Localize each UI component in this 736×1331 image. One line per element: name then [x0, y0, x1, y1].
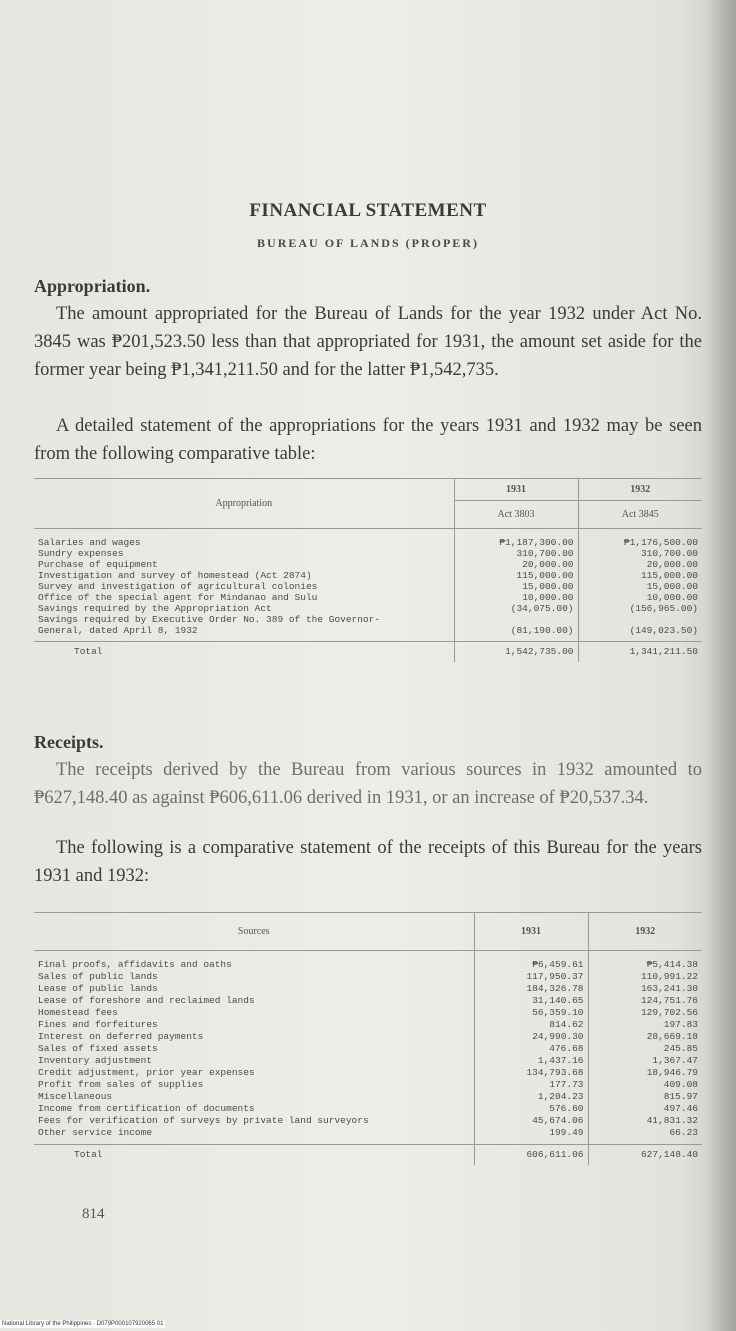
row-value-1932: 197.83: [588, 1019, 702, 1031]
row-value-1931: ₱1,187,300.00: [454, 537, 578, 548]
scan-footer: National Library of the Philippines · D079P000107920065 01: [2, 1321, 164, 1327]
table-row: [34, 1091, 702, 1103]
appropriation-total-1931: 1,542,735.00: [454, 642, 578, 662]
table-row: [34, 1079, 702, 1091]
row-label: Sales of public lands: [38, 971, 158, 982]
row-value-1931: 134,793.68: [474, 1067, 588, 1079]
row-value-1931: 20,000.00: [454, 559, 578, 570]
row-label: Savings required by the Appropriation Act: [38, 602, 272, 614]
row-value-1932: 129,702.56: [588, 1007, 702, 1019]
row-value-1932: 1,367.47: [588, 1055, 702, 1067]
table-row: [34, 592, 702, 603]
table-row: [34, 537, 702, 548]
table-row: [34, 971, 702, 983]
row-value-1931: 310,700.00: [454, 548, 578, 559]
receipts-total-label: Total: [74, 1149, 103, 1161]
receipts-heading: Receipts.: [34, 732, 104, 752]
table-row: [34, 1127, 702, 1139]
row-label: Investigation and survey of homestead (Act 2874): [38, 569, 312, 581]
row-label: Salaries and wages: [38, 536, 141, 548]
row-value-1932: 115,000.00: [578, 570, 702, 581]
table-row: [34, 559, 702, 570]
receipts-paragraph-1: The receipts derived by the Bureau from various sources in 1932 amounted to ₱627,148.40 as against ₱606,611.06 derived in 1931, or an increase of ₱20,537.34.: [34, 760, 702, 808]
table-row: [34, 1007, 702, 1019]
appropriation-heading: Appropriation.: [34, 276, 151, 296]
row-value-1931: 117,950.37: [474, 971, 588, 983]
row-label: Sundry expenses: [38, 547, 124, 559]
page-number: 814: [82, 1206, 105, 1222]
table-row: [34, 603, 702, 614]
row-value-1931: 15,000.00: [454, 581, 578, 592]
row-value-1931: ₱6,459.61: [474, 959, 588, 971]
row-value-1932: 15,000.00: [578, 581, 702, 592]
appropriation-col-header: Appropriation: [34, 479, 454, 529]
table-row: [34, 625, 702, 636]
row-label: Sales of fixed assets: [38, 1043, 158, 1054]
row-label: Income from certification of documents: [38, 1103, 255, 1114]
row-value-1931: 1,437.16: [474, 1055, 588, 1067]
row-label: Credit adjustment, prior year expenses: [38, 1067, 255, 1078]
row-value-1931: 184,326.78: [474, 983, 588, 995]
row-value-1931: 56,359.10: [474, 1007, 588, 1019]
row-value-1932: 163,241.30: [588, 983, 702, 995]
row-label: Survey and investigation of agricultural colonies: [38, 580, 318, 592]
row-value-1931: (34,075.00): [454, 603, 578, 614]
page-title: FINANCIAL STATEMENT: [249, 200, 487, 221]
appropriation-year-1931: 1931: [454, 479, 578, 501]
row-value-1931: 115,000.00: [454, 570, 578, 581]
table-row: [34, 959, 702, 971]
table-row: [34, 1055, 702, 1067]
appropriation-paragraph-1: The amount appropriated for the Bureau of Lands for the year 1932 under Act No. 3845 was ₱201,523.50 less than that appropriated for 1931, the amount set aside for the former year being ₱1,341,211.50 and for the latter ₱1,542,735.: [34, 304, 702, 380]
row-value-1931: 814.62: [474, 1019, 588, 1031]
row-value-1932: 18,946.79: [588, 1067, 702, 1079]
row-value-1932: 20,000.00: [578, 559, 702, 570]
receipts-paragraph-2: The following is a comparative statement of the receipts of this Bureau for the years 1931 and 1932:: [34, 838, 702, 886]
row-label: Purchase of equipment: [38, 558, 158, 570]
row-value-1932: 41,831.32: [588, 1115, 702, 1127]
row-value-1931: 31,140.65: [474, 995, 588, 1007]
table-row: [34, 548, 702, 559]
row-value-1931: 45,674.06: [474, 1115, 588, 1127]
row-value-1932: (156,965.00): [578, 603, 702, 614]
row-value-1932: 310,700.00: [578, 548, 702, 559]
row-value-1932: 409.08: [588, 1079, 702, 1091]
row-value-1932: ₱1,176,500.00: [578, 537, 702, 548]
row-label: Other service income: [38, 1127, 153, 1138]
row-value-1931: 24,990.30: [474, 1031, 588, 1043]
row-label: Final proofs, affidavits and oaths: [38, 959, 232, 970]
row-value-1932: 66.23: [588, 1127, 702, 1139]
row-label: Fines and forfeitures: [38, 1019, 158, 1030]
row-label: Homestead fees: [38, 1007, 118, 1018]
receipts-year-1931: 1931: [474, 913, 588, 951]
row-label: Lease of foreshore and reclaimed lands: [38, 995, 255, 1006]
row-label: Office of the special agent for Mindanao and Sulu: [38, 591, 318, 603]
table-row: [34, 1067, 702, 1079]
table-row: [34, 1115, 702, 1127]
row-value-1932: 815.97: [588, 1091, 702, 1103]
row-value-1932: 28,669.18: [588, 1031, 702, 1043]
row-label: Savings required by Executive Order No. 389 of the Governor-: [38, 613, 381, 625]
table-row: [34, 983, 702, 995]
row-label: Miscellaneous: [38, 1091, 113, 1102]
row-value-1931: 576.60: [474, 1103, 588, 1115]
appropriation-act-1931: Act 3803: [454, 501, 578, 529]
table-row: [34, 995, 702, 1007]
table-row: [34, 1019, 702, 1031]
row-label: Lease of public lands: [38, 983, 158, 994]
row-value-1931: 177.73: [474, 1079, 588, 1091]
appropriation-total-label: Total: [74, 646, 103, 658]
receipts-col-header: Sources: [237, 926, 270, 937]
page-subtitle: BUREAU OF LANDS (PROPER): [257, 236, 479, 250]
row-value-1932: [578, 614, 702, 625]
table-row: [34, 614, 702, 625]
row-value-1932: ₱5,414.38: [588, 959, 702, 971]
table-row: [34, 570, 702, 581]
receipts-total-1932: 627,148.40: [588, 1145, 702, 1165]
row-value-1932: (149,023.50): [578, 625, 702, 636]
row-value-1931: [454, 614, 578, 625]
row-label: Fees for verification of surveys by private land surveyors: [38, 1115, 369, 1126]
row-value-1932: 497.46: [588, 1103, 702, 1115]
table-row: [34, 1103, 702, 1115]
appropriation-total-1932: 1,341,211.50: [578, 642, 702, 662]
appropriation-year-1932: 1932: [578, 479, 702, 501]
row-value-1931: (81,190.00): [454, 625, 578, 636]
row-value-1931: 199.49: [474, 1127, 588, 1139]
row-label: Profit from sales of supplies: [38, 1079, 204, 1090]
row-value-1932: 245.85: [588, 1043, 702, 1055]
table-row: [34, 581, 702, 592]
row-value-1932: 124,751.76: [588, 995, 702, 1007]
appropriation-paragraph-2: A detailed statement of the appropriations for the years 1931 and 1932 may be seen from the following comparative table:: [34, 416, 702, 464]
row-label: Inventory adjustment: [38, 1055, 153, 1066]
receipts-year-1932: 1932: [588, 913, 702, 951]
receipts-total-1931: 606,611.06: [474, 1145, 588, 1165]
table-row: [34, 1031, 702, 1043]
receipts-table: [34, 912, 702, 1165]
row-value-1932: 10,000.00: [578, 592, 702, 603]
appropriation-act-1932: Act 3845: [578, 501, 702, 529]
row-value-1932: 110,991.22: [588, 971, 702, 983]
row-value-1931: 476.68: [474, 1043, 588, 1055]
row-value-1931: 1,204.23: [474, 1091, 588, 1103]
row-label: General, dated April 8, 1932: [38, 624, 198, 636]
row-value-1931: 10,000.00: [454, 592, 578, 603]
appropriation-table: [34, 478, 702, 662]
table-row: [34, 1043, 702, 1055]
row-label: Interest on deferred payments: [38, 1031, 204, 1042]
